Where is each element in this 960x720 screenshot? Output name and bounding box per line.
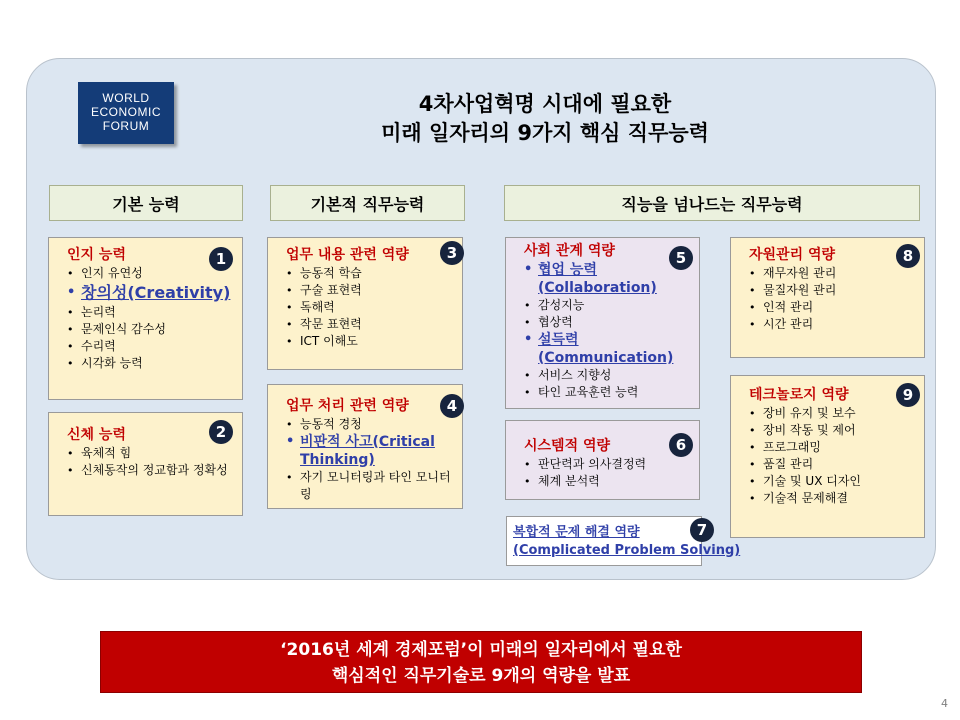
competency-title: 업무 내용 관련 역량 — [286, 247, 409, 263]
competency-title: 사회 관계 역량 — [524, 243, 615, 259]
list-item: • 프로그래밍 — [749, 439, 914, 456]
logo-line-1: WORLD — [102, 91, 150, 105]
list-item: • 작문 표현력 — [286, 316, 452, 333]
list-item: • 협상력 — [524, 314, 689, 331]
page-number: 4 — [941, 697, 948, 710]
list-item: • 시각화 능력 — [67, 355, 232, 372]
competency-box-9 — [730, 375, 925, 538]
list-item: • 독해력 — [286, 299, 452, 316]
category-basic: 기본 능력 — [49, 185, 243, 221]
title-line-1: 4차사업혁명 시대에 필요한 — [418, 92, 672, 116]
competency-box-6 — [505, 420, 700, 500]
list-item: • ICT 이해도 — [286, 333, 452, 350]
list-item: • 능동적 경청 — [286, 416, 452, 433]
list-item: • 기술 및 UX 디자인 — [749, 473, 914, 490]
competency-title: 인지 능력 — [67, 247, 126, 263]
list-item: • 시간 관리 — [749, 316, 914, 333]
list-item: • 문제인식 감수성 — [67, 321, 232, 338]
list-item-highlight: • 협업 능력 (Collaboration) — [524, 261, 689, 297]
summary-banner — [100, 631, 862, 693]
list-item: • 능동적 학습 — [286, 265, 452, 282]
list-item: • 장비 유지 및 보수 — [749, 405, 914, 422]
number-badge-7: 7 — [690, 518, 714, 542]
wef-logo — [78, 82, 174, 144]
list-item: • 수리력 — [67, 338, 232, 355]
number-badge-6: 6 — [669, 433, 693, 457]
number-badge-1: 1 — [209, 247, 233, 271]
number-badge-5: 5 — [669, 246, 693, 270]
competency-title: 신체 능력 — [67, 427, 126, 443]
category-cross-functional: 직능을 넘나드는 직무능력 — [504, 185, 920, 221]
logo-line-2: ECONOMIC — [91, 105, 161, 119]
list-item-highlight: • 설득력 (Communication) — [524, 331, 689, 367]
banner-line-2: 핵심적인 직무기술로 9개의 역량을 발표 — [331, 666, 631, 686]
list-item: • 서비스 지향성 — [524, 367, 689, 384]
list-item-highlight: • 창의성(Creativity) — [67, 282, 232, 304]
title-line-2: 미래 일자리의 9가지 핵심 직무능력 — [381, 121, 709, 145]
list-item: • 타인 교육훈련 능력 — [524, 384, 689, 401]
list-item: • 신체동작의 정교함과 정확성 — [67, 462, 232, 479]
slide-title — [330, 90, 760, 148]
competency-title: 업무 처리 관련 역량 — [286, 398, 409, 414]
list-item: • 인지 유연성 — [67, 265, 232, 282]
list-item: • 재무자원 관리 — [749, 265, 914, 282]
number-badge-2: 2 — [209, 420, 233, 444]
competency-box-3 — [267, 237, 463, 370]
competency-title: 자원관리 역량 — [749, 247, 836, 263]
list-item: • 육체적 힘 — [67, 445, 232, 462]
list-item: • 자기 모니터링과 타인 모니터링 — [286, 469, 452, 503]
competency-box-4 — [267, 384, 463, 509]
list-item: • 기술적 문제해결 — [749, 490, 914, 507]
list-item: • 품질 관리 — [749, 456, 914, 473]
banner-line-1: ‘2016년 세계 경제포럼’이 미래의 일자리에서 필요한 — [280, 640, 682, 660]
category-basic-job: 기본적 직무능력 — [270, 185, 465, 221]
competency-7-subtitle: (Complicated Problem Solving) — [513, 543, 741, 558]
number-badge-3: 3 — [440, 241, 464, 265]
list-item: • 구술 표현력 — [286, 282, 452, 299]
number-badge-9: 9 — [896, 383, 920, 407]
list-item: • 물질자원 관리 — [749, 282, 914, 299]
list-item: • 논리력 — [67, 304, 232, 321]
number-badge-8: 8 — [896, 244, 920, 268]
list-item: • 판단력과 의사결정력 — [524, 456, 689, 473]
list-item: • 감성지능 — [524, 297, 689, 314]
list-item: • 체계 분석력 — [524, 473, 689, 490]
list-item: • 장비 작동 및 제어 — [749, 422, 914, 439]
competency-title: 테크놀로지 역량 — [749, 387, 849, 403]
list-item-highlight: • 비판적 사고(Critical Thinking) — [286, 433, 452, 469]
logo-line-3: FORUM — [102, 119, 150, 133]
number-badge-4: 4 — [440, 394, 464, 418]
competency-title: 시스템적 역량 — [524, 438, 611, 454]
list-item: • 인적 관리 — [749, 299, 914, 316]
competency-7-title: 복합적 문제 해결 역량 — [513, 525, 640, 540]
